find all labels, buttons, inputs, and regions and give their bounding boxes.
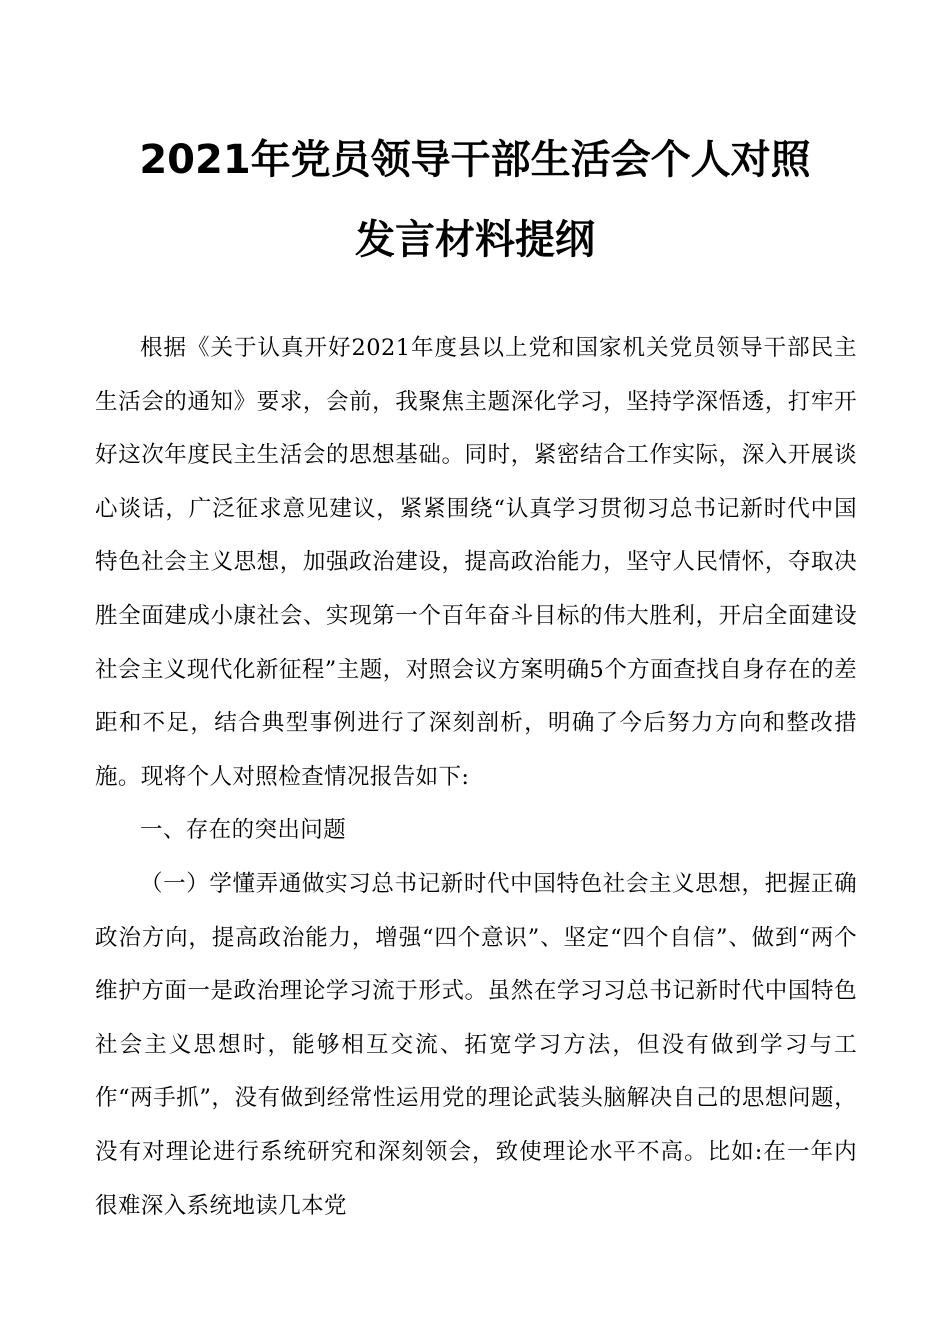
paragraph-intro: 根据《关于认真开好2021年度县以上党和国家机关党员领导干部民主生活会的通知》要求，会前，我聚焦主题深化学习，坚持学深悟透，打牢开好这次年度民主生活会的思想基础。同时，紧密结合工作实际，深入开展谈心谈话，广泛征求意见建议，紧紧围绕“认真学习贯彻习总书记新时代中国特色社会主义思想，加强政治建设，提高政治能力，坚守人民情怀，夺取决胜全面建成小康社会、实现第一个百年奋斗目标的伟大胜利，开启全面建设社会主义现代化新征程”主题，对照会议方案明确5个方面查找自身存在的差距和不足，结合典型事例进行了深刻剖析，明确了今后努力方向和整改措施。现将个人对照检查情况报告如下: [95,335,857,790]
paragraph-problem-1: （一）学懂弄通做实习总书记新时代中国特色社会主义思想，把握正确政治方向，提高政治能力，增强“四个意识”、坚定“四个自信”、做到“两个维护方面一是政治理论学习流于形式。虽然在学习习总书记新时代中国特色社会主义思想时，能够相互交流、拓宽学习方法，但没有做到学习与工作“两手抓”，没有做到经常性运用党的理论武装头脑解决自己的思想问题，没有对理论进行系统研究和深刻领会，致使理论水平不高。比如:在一年内很难深入系统地读几本党 [95,870,857,1219]
document-title-line-1: 2021年党员领导干部生活会个人对照 [139,137,811,183]
document-title-line-2: 发言材料提纲 [355,217,595,263]
section-heading-problems: 一、存在的突出问题 [140,817,347,844]
document-body [95,322,857,1233]
